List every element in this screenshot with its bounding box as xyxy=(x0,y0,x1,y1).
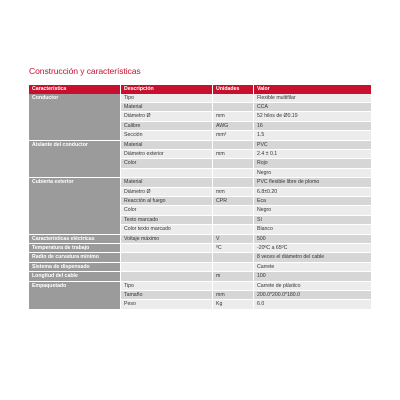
cell-description: Calibre xyxy=(121,122,213,131)
group-label: Empaquetado xyxy=(29,282,121,310)
spec-table xyxy=(29,85,371,310)
cell-value: Rojo xyxy=(254,159,371,168)
cell-description: Tipo xyxy=(121,94,213,103)
cell-units xyxy=(213,282,254,291)
cell-description: Color xyxy=(121,159,213,168)
cell-units xyxy=(213,225,254,234)
cell-value: 52 hilos de Ø0.19 xyxy=(254,112,371,121)
group-label: Aislante del conductor xyxy=(29,141,121,179)
header-characteristic: Característica xyxy=(29,85,121,94)
table-row xyxy=(29,282,371,291)
cell-value: 500 xyxy=(254,235,371,244)
cell-description: Color texto marcado xyxy=(121,225,213,234)
cell-units xyxy=(213,94,254,103)
cell-description: Tipo xyxy=(121,282,213,291)
cell-description: Material xyxy=(121,141,213,150)
cell-value: 2.4 ± 0.1 xyxy=(254,150,371,159)
table-row xyxy=(29,244,371,253)
table-row xyxy=(29,263,371,272)
cell-value: 8 veces el diámetro del cable xyxy=(254,253,371,262)
cell-units: mm xyxy=(213,150,254,159)
cell-value: 1.5 xyxy=(254,131,371,140)
group-label: Temperatura de trabajo xyxy=(29,244,121,253)
table-row xyxy=(29,253,371,262)
cell-units: m xyxy=(213,272,254,281)
group-label: Cubierta exterior xyxy=(29,178,121,234)
cell-description: Sección xyxy=(121,131,213,140)
cell-description xyxy=(121,272,213,281)
cell-description: Diámetro exterior xyxy=(121,150,213,159)
cell-description xyxy=(121,263,213,272)
cell-value: Blanco xyxy=(254,225,371,234)
cell-value: Carrete de plástico xyxy=(254,282,371,291)
cell-units: AWG xyxy=(213,122,254,131)
table-row xyxy=(29,141,371,150)
cell-units xyxy=(213,159,254,168)
header-units: Unidades xyxy=(213,85,254,94)
table-header-row xyxy=(29,85,371,94)
cell-value: 6.8±0.20 xyxy=(254,188,371,197)
cell-description xyxy=(121,169,213,178)
cell-description: Reacción al fuego xyxy=(121,197,213,206)
cell-value: PVC flexible libre de plomo xyxy=(254,178,371,187)
cell-description: Diámetro Ø xyxy=(121,188,213,197)
cell-units: mm xyxy=(213,112,254,121)
cell-value: Carrete xyxy=(254,263,371,272)
cell-units: V xyxy=(213,235,254,244)
group-label: Longitud del cable xyxy=(29,272,121,281)
cell-description xyxy=(121,244,213,253)
cell-value: CCA xyxy=(254,103,371,112)
cell-description: Diámetro Ø xyxy=(121,112,213,121)
cell-units xyxy=(213,206,254,215)
cell-units: Kg xyxy=(213,300,254,309)
table-row xyxy=(29,235,371,244)
table-row xyxy=(29,178,371,187)
cell-value: 200.0*200.0*180.0 xyxy=(254,291,371,300)
cell-units xyxy=(213,169,254,178)
group-label: Conductor xyxy=(29,94,121,141)
cell-description: Material xyxy=(121,103,213,112)
cell-units xyxy=(213,178,254,187)
group-label: Características eléctricas xyxy=(29,235,121,244)
cell-units xyxy=(213,141,254,150)
cell-value: Negro xyxy=(254,206,371,215)
table-row xyxy=(29,94,371,103)
cell-description: Texto marcado xyxy=(121,216,213,225)
cell-units xyxy=(213,103,254,112)
cell-description: Voltaje máximo xyxy=(121,235,213,244)
cell-value: Negro xyxy=(254,169,371,178)
table-body xyxy=(29,94,371,310)
cell-value: -20ºC a 65ºC xyxy=(254,244,371,253)
cell-units xyxy=(213,253,254,262)
cell-units xyxy=(213,263,254,272)
cell-description xyxy=(121,253,213,262)
cell-value: 16 xyxy=(254,122,371,131)
group-label: Radio de curvatura mínimo xyxy=(29,253,121,262)
cell-description: Tamaño xyxy=(121,291,213,300)
cell-description: Peso xyxy=(121,300,213,309)
table-row xyxy=(29,272,371,281)
cell-description: Material xyxy=(121,178,213,187)
cell-value: Eca xyxy=(254,197,371,206)
cell-value: 100 xyxy=(254,272,371,281)
cell-units: ºC xyxy=(213,244,254,253)
cell-units: mm xyxy=(213,291,254,300)
cell-value: 6.0 xyxy=(254,300,371,309)
header-value: Valor xyxy=(254,85,371,94)
cell-units: mm xyxy=(213,188,254,197)
cell-units xyxy=(213,216,254,225)
cell-value: Flexible multifilar xyxy=(254,94,371,103)
header-description: Descripción xyxy=(121,85,213,94)
group-label: Sistema de dispensado xyxy=(29,263,121,272)
cell-units: CPR xyxy=(213,197,254,206)
page-title: Construcción y características xyxy=(29,66,141,76)
cell-units: mm² xyxy=(213,131,254,140)
cell-value: PVC xyxy=(254,141,371,150)
cell-description: Color xyxy=(121,206,213,215)
cell-value: Sí xyxy=(254,216,371,225)
